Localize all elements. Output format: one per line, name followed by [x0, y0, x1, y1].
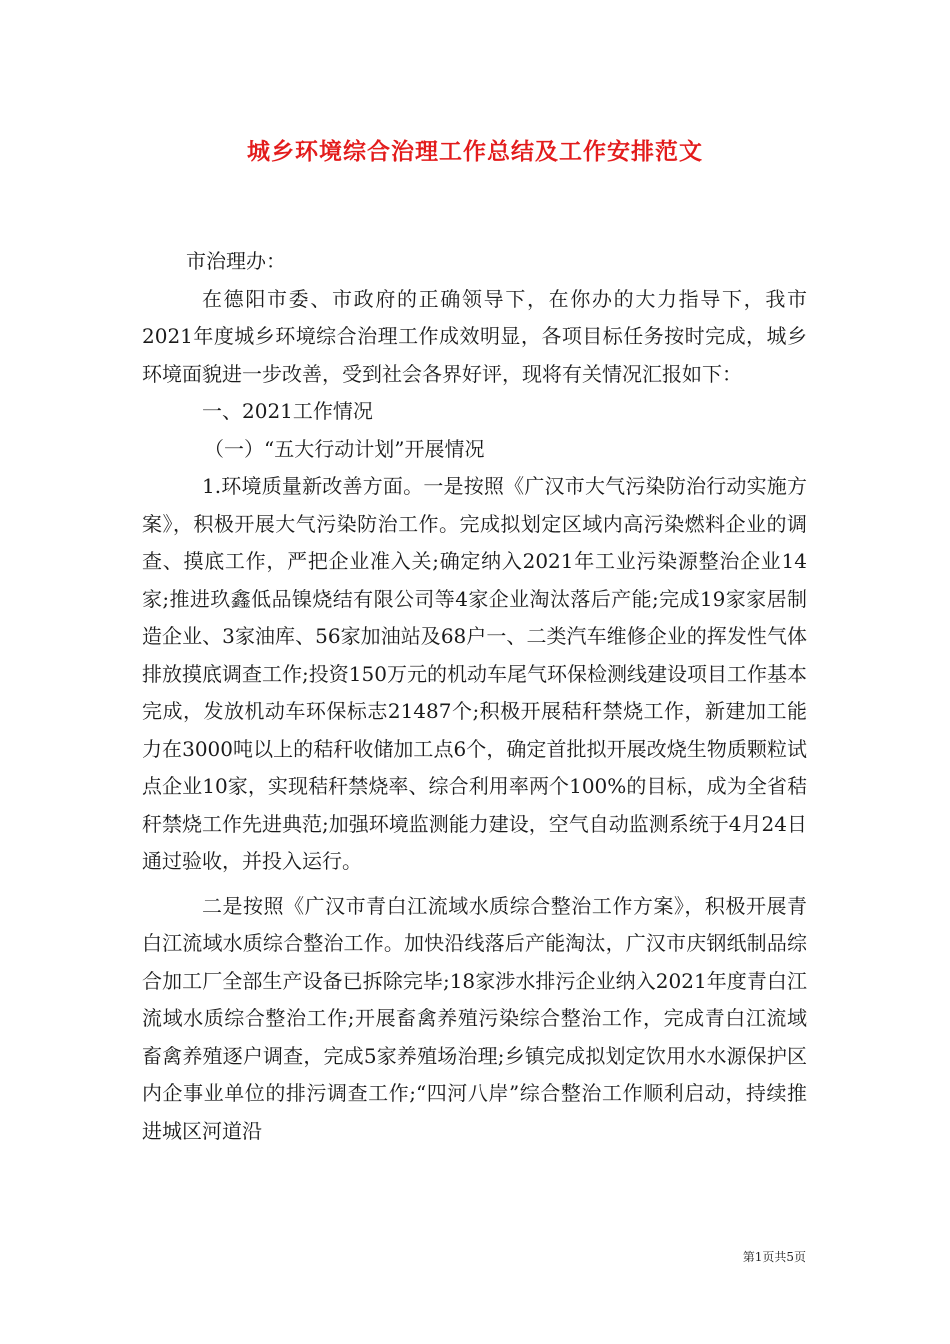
document-body — [142, 243, 807, 1150]
subsection-heading: （一）“五大行动计划”开展情况 — [204, 436, 485, 461]
document-title: 城乡环境综合治理工作总结及工作安排范文 — [247, 138, 703, 165]
body-paragraph: 二是按照《广汉市青白江流域水质综合整治工作方案》，积极开展青白江流域水质综合整治工作。加快沿线落后产能淘汰，广汉市庆钢纸制品综合加工厂全部生产设备已拆除完毕;18家涉水排污企业纳入2021年度青白江流域水质综合整治工作;开展畜禽养殖污染综合整治工作，完成青白江流域畜禽养殖逐户调查，完成5家养殖场治理;乡镇完成拟划定饮用水水源保护区内企事业单位的排污调查工作;“四河八岸”综合整治工作顺利启动，持续推进城区河道沿 — [142, 893, 807, 1143]
intro-paragraph: 在德阳市委、市政府的正确领导下，在你办的大力指导下，我市2021年度城乡环境综合治理工作成效明显，各项目标任务按时完成，城乡环境面貌进一步改善，受到社会各界好评，现将有关情况汇报如下： — [142, 286, 807, 386]
salutation: 市治理办： — [186, 249, 286, 273]
body-paragraph: 1.环境质量新改善方面。一是按照《广汉市大气污染防治行动实施方案》，积极开展大气污染防治工作。完成拟划定区域内高污染燃料企业的调查、摸底工作，严把企业准入关;确定纳入2021年工业污染源整治企业14家;推进玖鑫低品镍烧结有限公司等4家企业淘汰落后产能;完成19家家居制造企业、3家油库、56家加油站及68户一、二类汽车维修企业的挥发性气体排放摸底调查工作;投资150万元的机动车尾气环保检测线建设项目工作基本完成，发放机动车环保标志21487个;积极开展秸秆禁烧工作，新建加工能力在3000吨以上的秸秆收储加工点6个，确定首批拟开展改烧生物质颗粒试点企业10家，实现秸秆禁烧率、综合利用率两个100%的目标，成为全省秸秆禁烧工作先进典范;加强环境监测能力建设，空气自动监测系统于4月24日通过验收，并投入运行。 — [142, 474, 807, 873]
section-heading: 一、2021工作情况 — [202, 399, 373, 423]
page-number: 第1页共5页 — [742, 1250, 806, 1264]
